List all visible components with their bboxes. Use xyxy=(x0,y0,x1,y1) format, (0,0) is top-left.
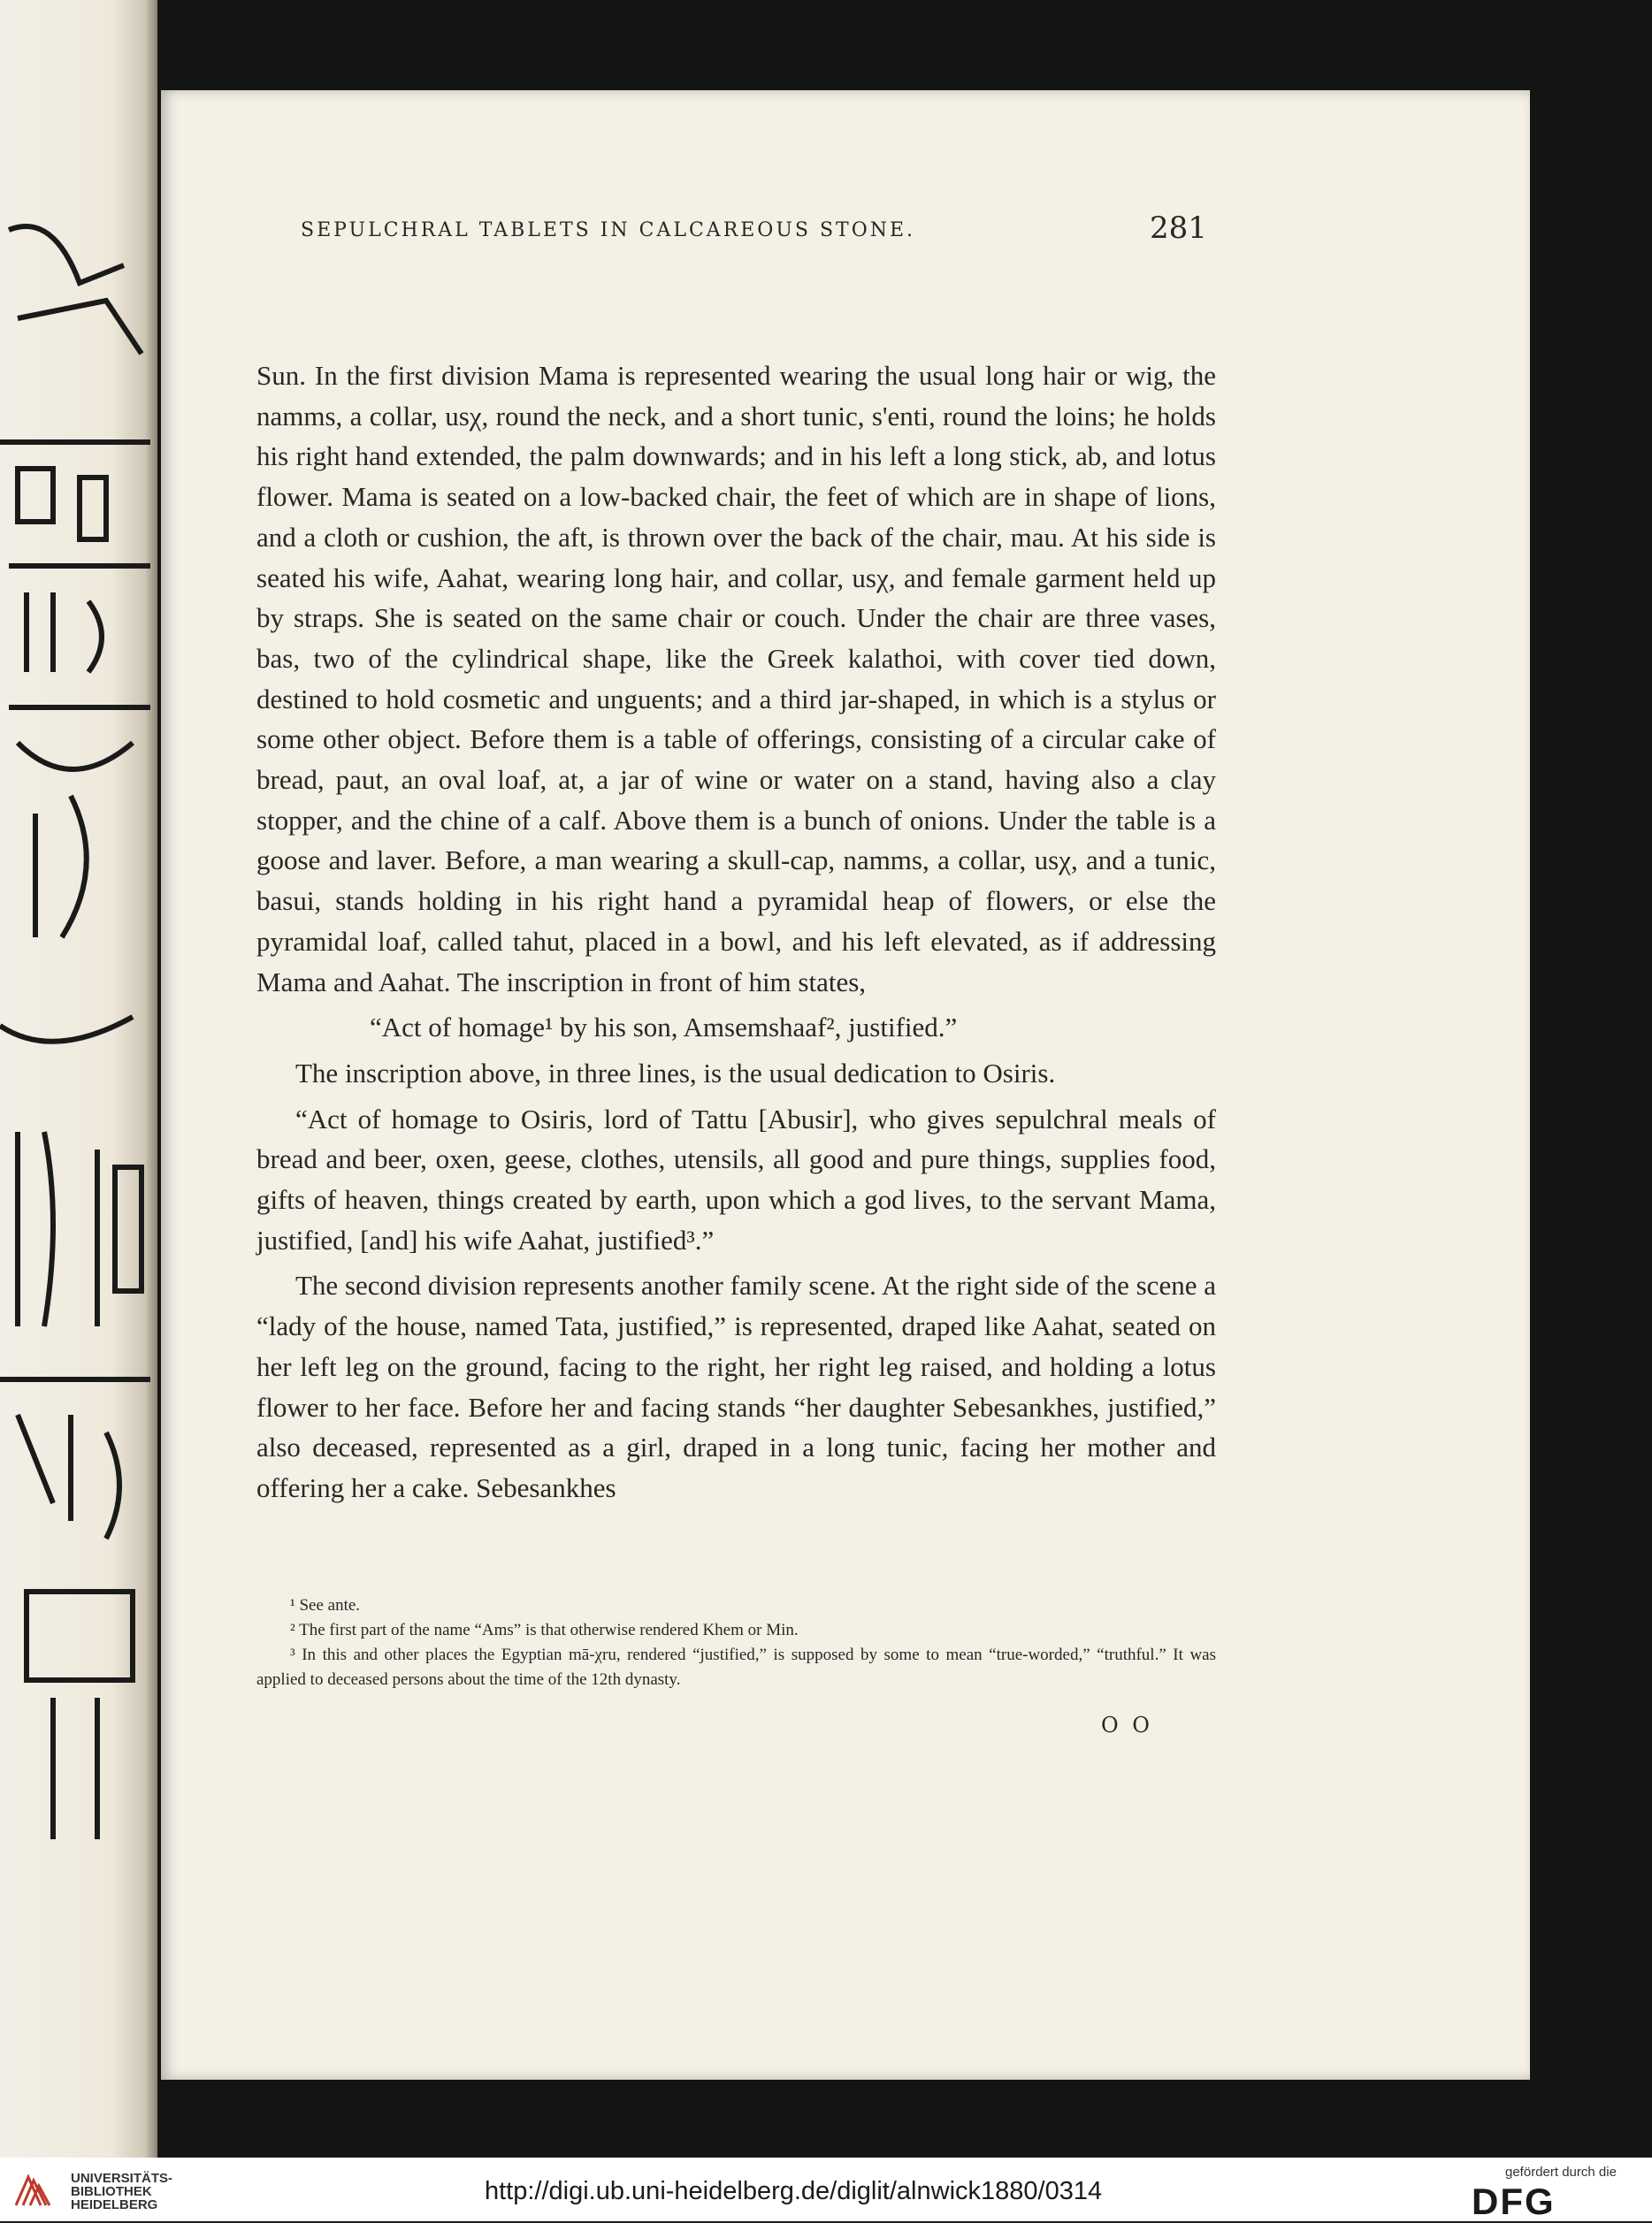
facing-page-plate xyxy=(0,0,157,2158)
library-name xyxy=(71,2172,172,2212)
quotation: “Act of homage to Osiris, lord of Tattu [Abusir], who gives sepulchral meals of bread and beer, oxen, geese, clothes, utensils, all good and pure things, supplies food, gifts of heaven, things created by earth, upon which a god lives, to the servant Mama, justified, [and] his wife Aahat, justified³.” xyxy=(256,1103,1216,1256)
sponsor-text: gefördert durch die xyxy=(1505,2165,1617,2180)
paragraph: The inscription above, in three lines, is the usual dedication to Osiris. xyxy=(295,1057,1056,1089)
paragraph: The second division represents another family scene. At the right side of the scene a “lady of the house, named Tata, justified,” is represented, draped like Aahat, seated on her left leg on the ground, facing to the right, her right leg raised, and holding a lotus flower to her face. Before her and facing stands “her daughter Sebesankhes, justified,” also deceased, represented as a girl, draped in a long tunic, facing her mother and offering her a cake. Sebesankhes xyxy=(256,1270,1216,1503)
footer-banner xyxy=(0,2158,1652,2221)
footnote: ¹ See ante. xyxy=(290,1596,361,1615)
footnote: ² The first part of the name “Ams” is that otherwise rendered Khem or Min. xyxy=(290,1621,799,1639)
dfg-logo: DFG xyxy=(1472,2181,1556,2222)
paragraph: Sun. In the first division Mama is represented wearing the usual long hair or wig, the namms, a collar, usχ, round the neck, and a short tunic, s'enti, round the loins; he holds his right hand extended, the palm downwards; and in his left a long stick, ab, and lotus flower. Mama is seated on a low-backed chair, the feet of which are in shape of lions, and a cloth or cushion, the aft, is thrown over the back of the chair, mau. At his side is seated his wife, Aahat, wearing long hair, and collar, usχ, and female garment held up by straps. She is seated on the same chair or couch. Under the chair are three vases, bas, two of the cylindrical shape, like the Greek kalathoi, with cover tied down, destined to hold cosmetic and unguents; and a third jar-shaped, in which is a stylus or some other object. Before them is a table of offerings, consisting of a circular cake of bread, paut, an oval loaf, at, a jar of wine or water on a stand, having also a clay stopper, and the chine of a calf. Above them is a bunch of onions. Under the table is a goose and laver. Before, a man wearing a skull-cap, namms, a collar, usχ, and a tunic, basui, stands holding in his right hand a pyramidal heap of flowers, or else the pyramidal loaf, called tahut, placed in a bowl, and his left elevated, as if addressing Mama and Aahat. The inscription in front of him states, xyxy=(256,360,1216,997)
running-title: SEPULCHRAL TABLETS IN CALCAREOUS STONE. xyxy=(301,219,916,241)
footnote: ³ In this and other places the Egyptian mā-χru, rendered “justified,” is supposed by some to mean “true-worded,” “truthful.” It was applied to deceased persons about the time of the 12th dynasty. xyxy=(256,1646,1216,1689)
body-text xyxy=(256,355,1216,1509)
university-library-logo-icon xyxy=(12,2170,51,2209)
permalink-url[interactable]: http://digi.ub.uni-heidelberg.de/diglit/alnwick1880/0314 xyxy=(485,2177,1103,2205)
library-name-line: HEIDELBERG xyxy=(71,2197,158,2212)
signature-mark: O O xyxy=(1101,1713,1153,1738)
hieroglyph-plate-illustration xyxy=(0,177,157,1857)
page-number: 281 xyxy=(1150,210,1207,246)
library-name-line: BIBLIOTHEK xyxy=(71,2184,152,2199)
quotation: “Act of homage¹ by his son, Amsemshaaf², justified.” xyxy=(370,1012,958,1043)
library-name-line: UNIVERSITÄTS- xyxy=(71,2171,173,2186)
footnotes xyxy=(256,1593,1216,1692)
